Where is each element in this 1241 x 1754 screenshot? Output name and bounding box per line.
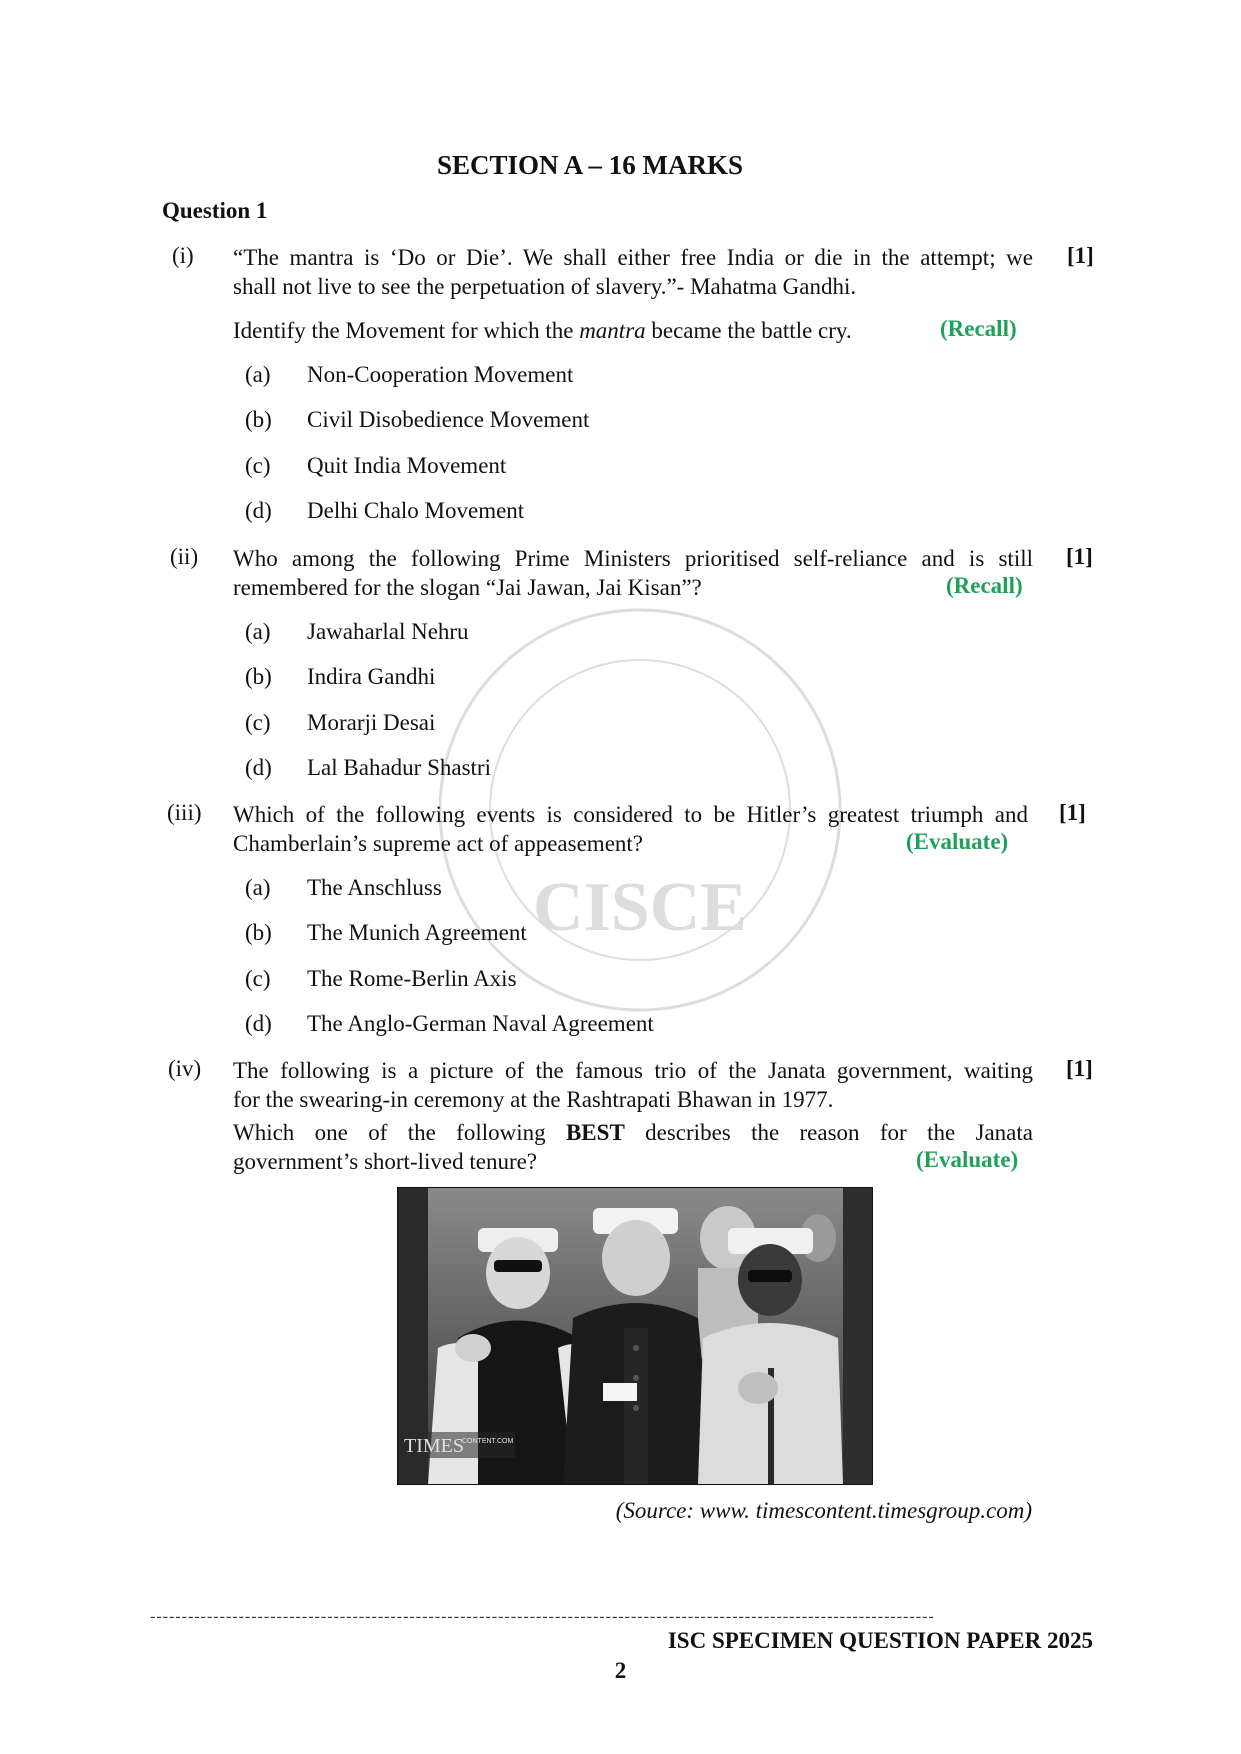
question-prompt [233, 316, 1033, 345]
janata-trio-photo [397, 1187, 873, 1485]
question-number: (iii) [167, 800, 202, 825]
question-text [233, 243, 1033, 301]
question-line: “The mantra is ‘Do or Die’. We shall either free India or die in the attempt; we [233, 245, 1033, 270]
question-line: for the swearing-in ceremony at the Rashtrapati Bhawan in 1977. [233, 1087, 834, 1112]
option-label: (a) [245, 875, 271, 900]
footer-rule: ---------------------------------------------------------------------------------------------------------------------------- [150, 1608, 935, 1625]
prompt-text: became the battle cry. [645, 318, 852, 343]
photo-illustration [398, 1188, 872, 1484]
option-text: Morarji Desai [307, 710, 436, 735]
question-number: (i) [172, 243, 194, 268]
option-label: (c) [245, 966, 271, 991]
skill-tag: (Evaluate) [906, 829, 1009, 854]
option-text: Quit India Movement [307, 453, 507, 478]
marks-badge: [1] [1066, 544, 1093, 569]
section-title: SECTION A – 16 MARKS [436, 150, 744, 180]
question-line: remembered for the slogan “Jai Jawan, Jai Kisan”? [233, 575, 702, 600]
option-text: Jawaharlal Nehru [307, 619, 469, 644]
skill-tag: (Evaluate) [916, 1147, 1019, 1172]
prompt-emphasis: mantra [579, 318, 646, 343]
question-line: The following is a picture of the famous trio of the Janata government, waiting [233, 1058, 1033, 1083]
option-text: The Anschluss [307, 875, 442, 900]
page-number: 2 [614, 1658, 627, 1683]
footer-title: ISC SPECIMEN QUESTION PAPER 2025 [667, 1628, 1093, 1653]
option-text: Lal Bahadur Shastri [307, 755, 491, 780]
option-label: (a) [245, 362, 271, 387]
option-label: (b) [245, 664, 272, 689]
line-text: Which one of the following [233, 1120, 566, 1145]
option-text: The Anglo-German Naval Agreement [307, 1011, 654, 1036]
marks-badge: [1] [1066, 1056, 1093, 1081]
question-line [233, 1118, 1033, 1147]
option-label: (c) [245, 710, 271, 735]
question-text-continued [233, 1118, 1033, 1176]
marks-badge: [1] [1067, 243, 1094, 268]
option-text: Non-Cooperation Movement [307, 362, 574, 387]
question-line: government’s short-lived tenure? [233, 1149, 538, 1174]
question-line: shall not live to see the perpetuation of slavery.”- Mahatma Gandhi. [233, 274, 857, 299]
option-text: Delhi Chalo Movement [307, 498, 525, 523]
option-label: (b) [245, 407, 272, 432]
option-label: (d) [245, 1011, 272, 1036]
question-number: (ii) [170, 544, 199, 569]
question-heading: Question 1 [162, 198, 268, 223]
image-source: (Source: www. timescontent.timesgroup.com) [615, 1498, 1032, 1523]
option-label: (c) [245, 453, 271, 478]
photo-credit-mark: TIMES [404, 1435, 464, 1457]
option-label: (d) [245, 498, 272, 523]
question-number: (iv) [168, 1056, 202, 1081]
line-text: describes the reason for the Janata [624, 1120, 1033, 1145]
option-label: (d) [245, 755, 272, 780]
prompt-text: Identify the Movement for which the [233, 318, 580, 343]
option-label: (a) [245, 619, 271, 644]
question-line: Which of the following events is considered to be Hitler’s greatest triumph and [233, 802, 1028, 827]
option-text: The Rome-Berlin Axis [307, 966, 517, 991]
question-line: Who among the following Prime Ministers prioritised self-reliance and is still [233, 546, 1033, 571]
skill-tag: (Recall) [940, 316, 1017, 341]
question-line: Chamberlain’s supreme act of appeasement? [233, 831, 644, 856]
svg-text:CISCE: CISCE [533, 869, 747, 946]
line-bold: BEST [565, 1120, 625, 1145]
photo-credit-small: CONTENT.COM [462, 1438, 514, 1445]
question-text [233, 544, 1033, 602]
option-text: Indira Gandhi [307, 664, 436, 689]
option-text: The Munich Agreement [307, 920, 527, 945]
option-text: Civil Disobedience Movement [307, 407, 590, 432]
question-text [233, 1056, 1033, 1114]
option-label: (b) [245, 920, 272, 945]
marks-badge: [1] [1059, 800, 1086, 825]
skill-tag: (Recall) [946, 573, 1023, 598]
